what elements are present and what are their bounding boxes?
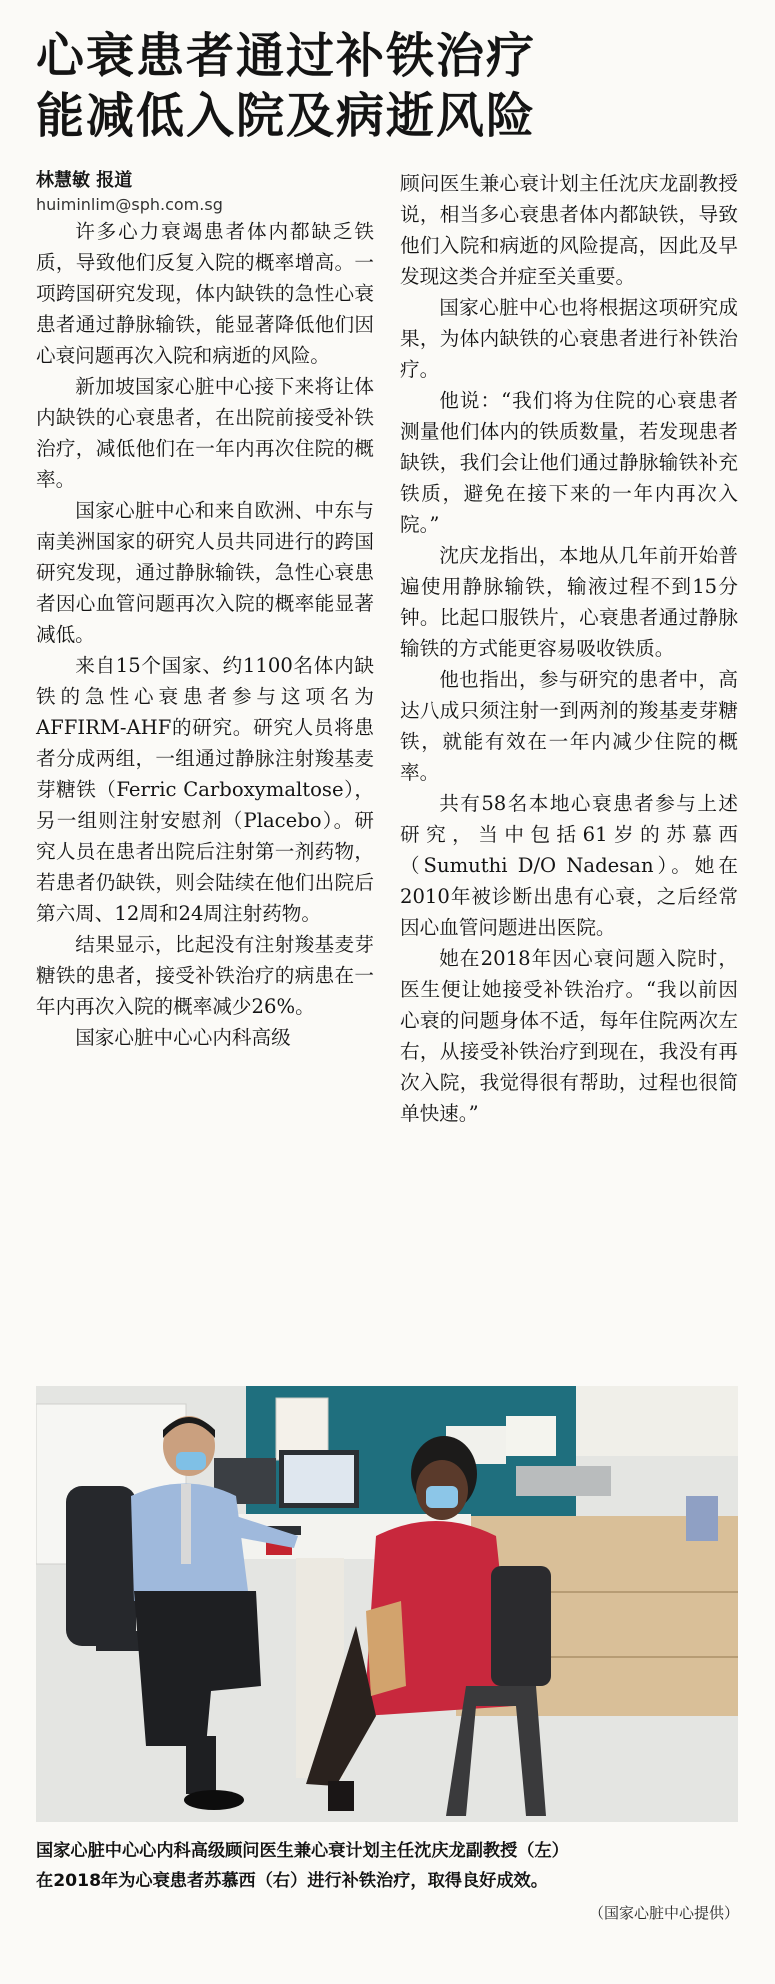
- paragraph: 国家心脏中心也将根据这项研究成果，为体内缺铁的心衰患者进行补铁治疗。: [400, 296, 738, 381]
- caption-line-2: 在2018年为心衰患者苏慕西（右）进行补铁治疗，取得良好成效。: [36, 1871, 548, 1891]
- clinic-consultation-illustration: [36, 1386, 738, 1822]
- author-email: huiminlim@sph.com.sg: [36, 195, 223, 214]
- paragraph: 国家心脏中心心内科高级: [75, 1026, 291, 1049]
- headline: [36, 26, 756, 146]
- article-column-right: [400, 168, 738, 1129]
- article-column-left: [36, 216, 374, 1053]
- paragraph: 沈庆龙指出，本地从几年前开始普遍使用静脉输铁，输液过程不到15分钟。比起口服铁片，心衰患者通过静脉输铁的方式能更容易吸收铁质。: [400, 544, 738, 660]
- photo-credit: （国家心脏中心提供）: [588, 1904, 739, 1922]
- paragraph: 她在2018年因心衰问题入院时，医生便让她接受补铁治疗。“我以前因心衰的问题身体不适，每年住院两次左右，从接受补铁治疗到现在，我没有再次入院，我觉得很有帮助，过程也很简单快速。”: [400, 947, 738, 1125]
- paragraph: 国家心脏中心和来自欧洲、中东与南美洲国家的研究人员共同进行的跨国研究发现，通过静脉输铁，急性心衰患者因心血管问题再次入院的概率能显著减低。: [36, 499, 374, 646]
- paragraph: 他也指出，参与研究的患者中，高达八成只须注射一到两剂的羧基麦芽糖铁，就能有效在一年内减少住院的概率。: [400, 668, 738, 784]
- news-photo: [36, 1386, 738, 1822]
- caption-line-1: 国家心脏中心心内科高级顾问医生兼心衰计划主任沈庆龙副教授（左）: [36, 1841, 569, 1861]
- paragraph: 共有58名本地心衰患者参与上述研究，当中包括61岁的苏慕西（Sumuthi D/O Nadesan）。她在2010年被诊断出患有心衰，之后经常因心血管问题进出医院。: [400, 792, 738, 939]
- paragraph: 他说：“我们将为住院的心衰患者测量他们体内的铁质数量，若发现患者缺铁，我们会让他们通过静脉输铁补充铁质，避免在接下来的一年内再次入院。”: [400, 389, 738, 536]
- headline-line-2: 能减低入院及病逝风险: [36, 88, 537, 144]
- paragraph: 新加坡国家心脏中心接下来将让体内缺铁的心衰患者，在出院前接受补铁治疗，减低他们在一年内再次住院的概率。: [36, 375, 374, 491]
- author-name: 林慧敏 报道: [36, 170, 133, 191]
- paragraph: 许多心力衰竭患者体内都缺乏铁质，导致他们反复入院的概率增高。一项跨国研究发现，体内缺铁的急性心衰患者通过静脉输铁，能显著降低他们因心衰问题再次入院和病逝的风险。: [36, 220, 374, 367]
- byline: [36, 168, 376, 216]
- photo-caption: [36, 1836, 746, 1896]
- paragraph-continuation: 顾问医生兼心衰计划主任沈庆龙副教授说，相当多心衰患者体内都缺铁，导致他们入院和病逝的风险提高，因此及早发现这类合并症至关重要。: [400, 172, 738, 288]
- headline-line-1: 心衰患者通过补铁治疗: [36, 28, 537, 84]
- paragraph: 来自15个国家、约1100名体内缺铁的急性心衰患者参与这项名为AFFIRM-AHF的研究。研究人员将患者分成两组，一组通过静脉注射羧基麦芽糖铁（Ferric Carboxymaltose），另一组则注射安慰剂（Placebo）。研究人员在患者出院后注射第一剂药物，若患者仍缺铁，则会陆续在他们出院后第六周、12周和24周注射药物。: [36, 654, 374, 925]
- paragraph: 结果显示，比起没有注射羧基麦芽糖铁的患者，接受补铁治疗的病患在一年内再次入院的概率减少26%。: [36, 933, 374, 1018]
